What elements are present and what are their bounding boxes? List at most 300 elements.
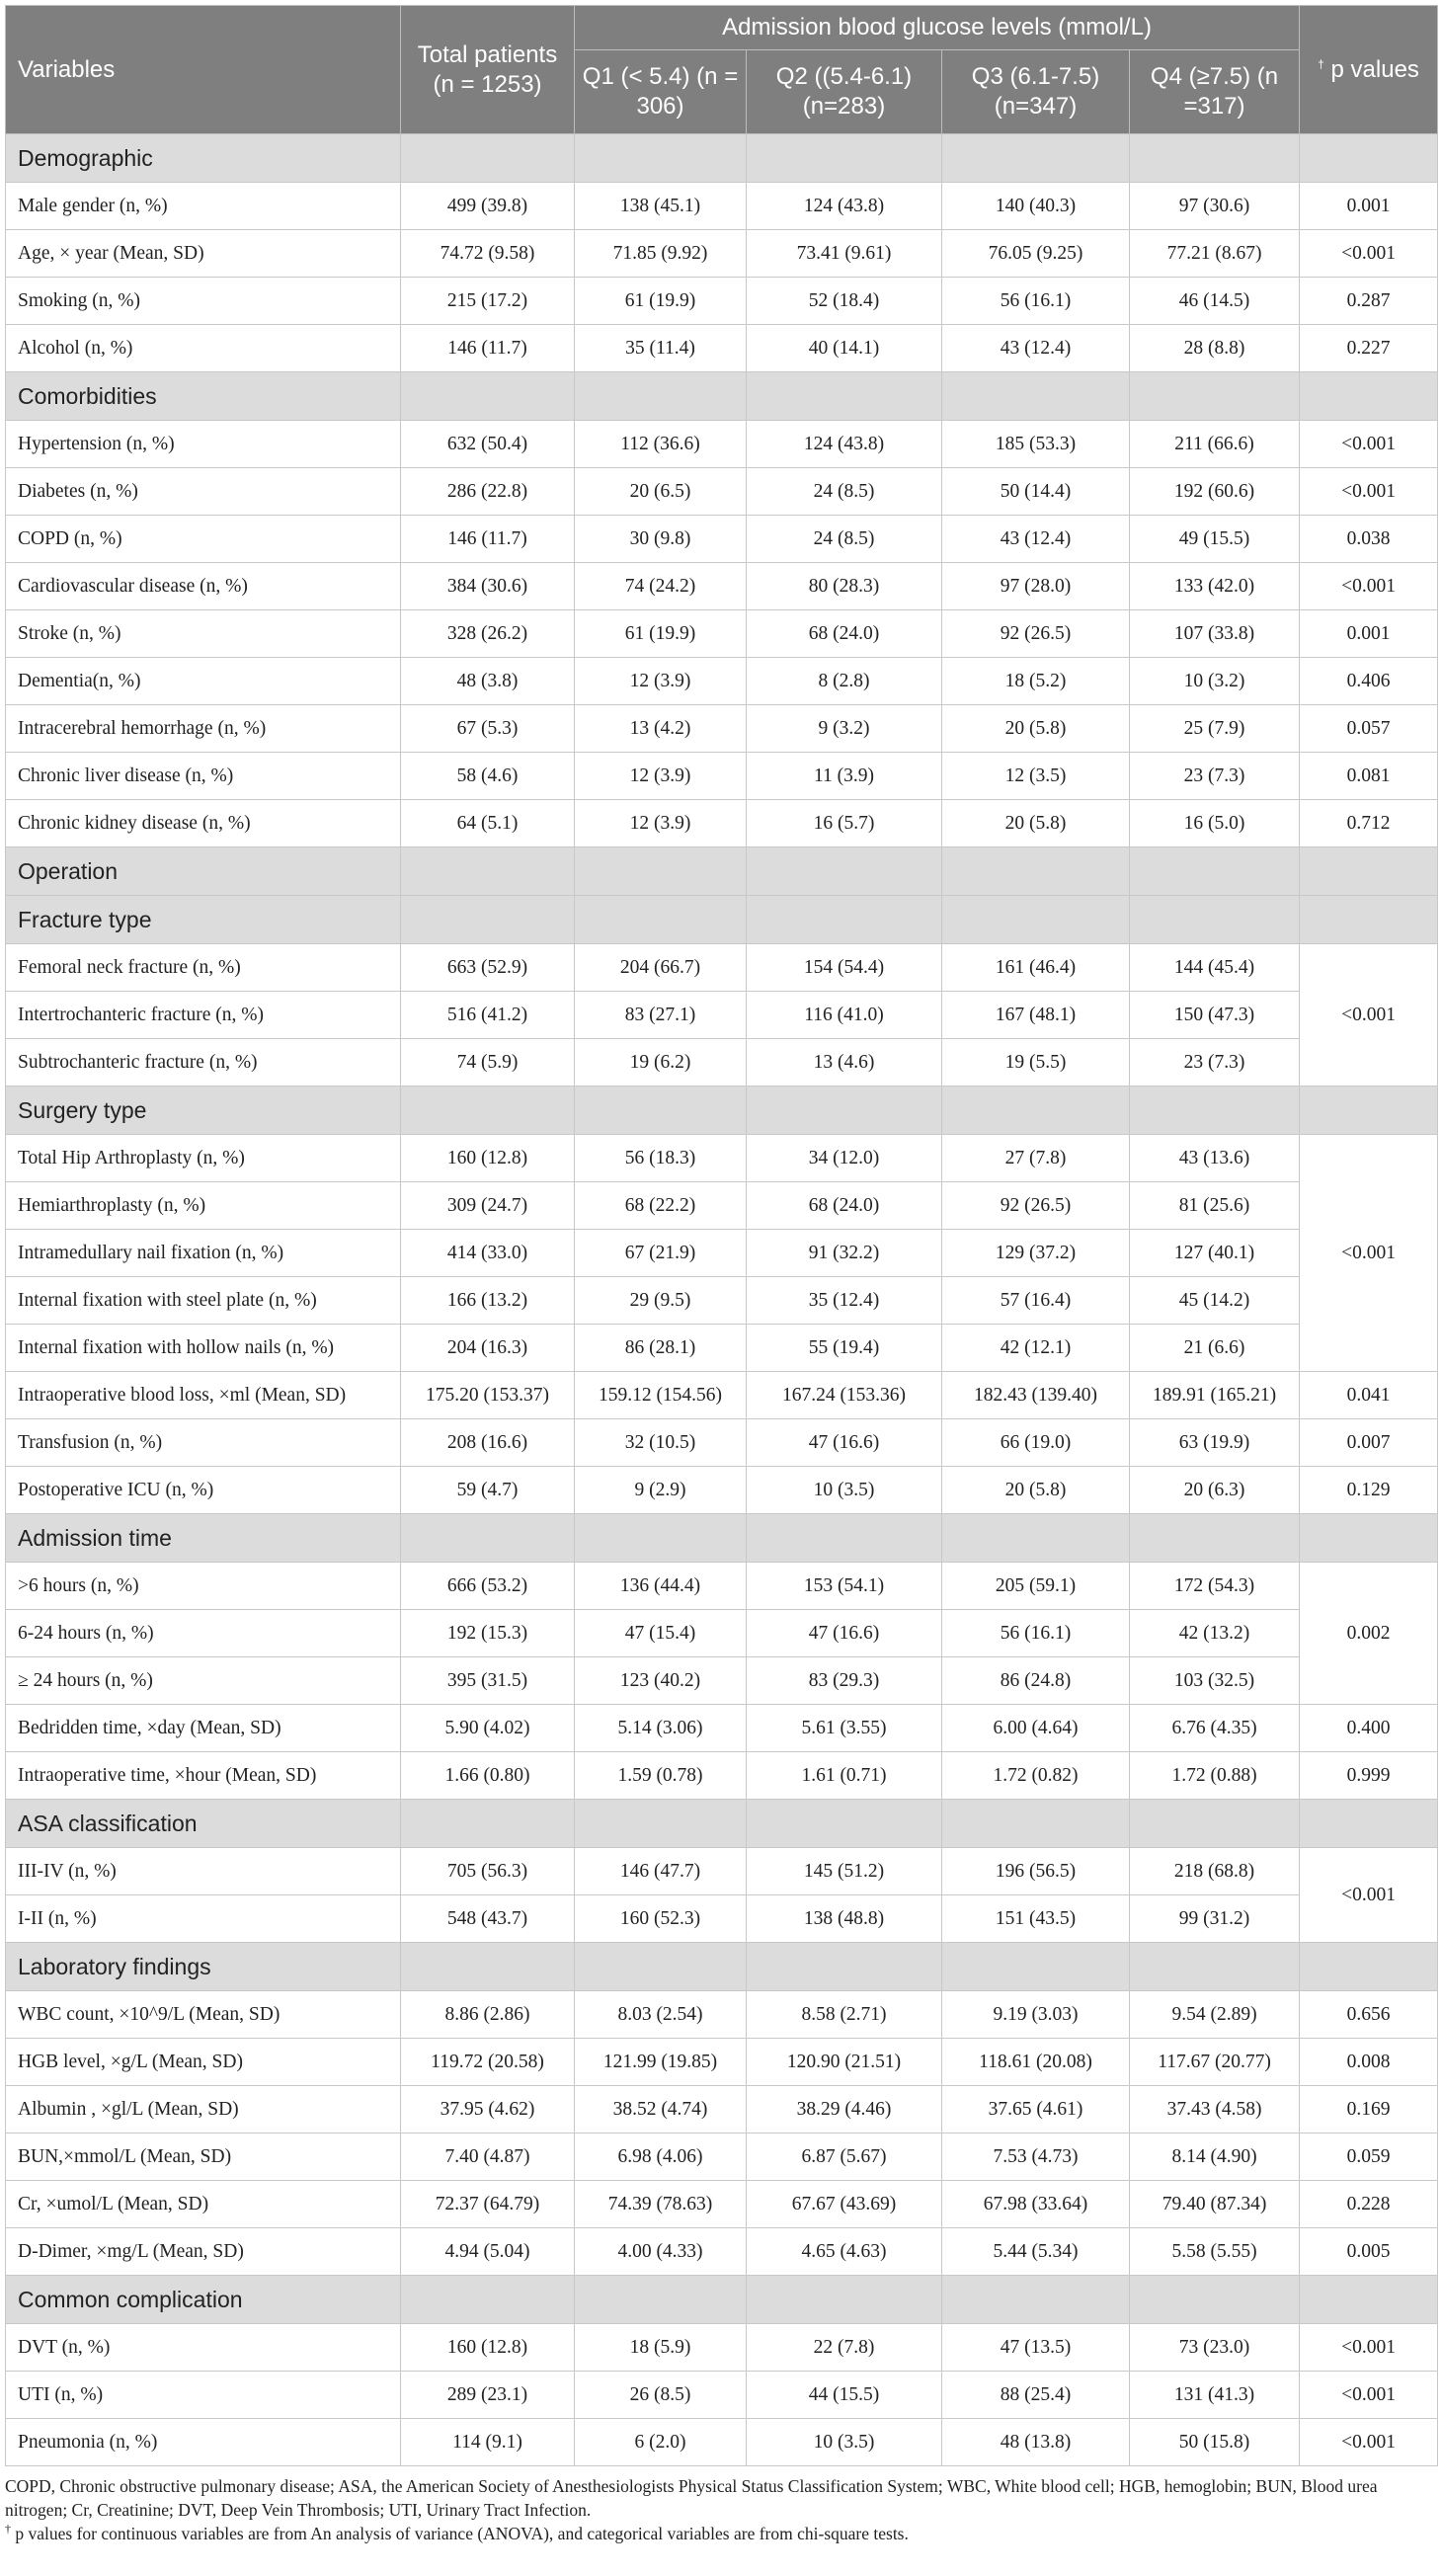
footnote-abbreviations: COPD, Chronic obstructive pulmonary disease; ASA, the American Society of Anesthesiologists Physical Status Classification System; WBC, White blood cell; HGB, hemoglobin; BUN, Blood urea nitrogen; Cr, Creatinine; DVT, Deep Vein Thrombosis; UTI, Urinary Tract Infection. <box>5 2476 1378 2520</box>
row-label: Diabetes (n, %) <box>6 468 401 516</box>
row-value: 43 (13.6) <box>1130 1135 1300 1182</box>
section-empty-cell <box>401 372 575 421</box>
row-value: 37.95 (4.62) <box>401 2086 575 2133</box>
footnote-p-values <box>5 2522 1437 2545</box>
table-row <box>6 2372 1438 2419</box>
section-empty-cell <box>401 134 575 183</box>
row-value: 189.91 (165.21) <box>1130 1372 1300 1419</box>
row-label: Hemiarthroplasty (n, %) <box>6 1182 401 1230</box>
row-value: 1.72 (0.88) <box>1130 1752 1300 1800</box>
section-empty-cell <box>747 2276 942 2324</box>
row-value: 83 (29.3) <box>747 1657 942 1705</box>
row-value: 145 (51.2) <box>747 1848 942 1895</box>
row-label: Stroke (n, %) <box>6 610 401 658</box>
section-title: Comorbidities <box>6 372 401 421</box>
table-row <box>6 1752 1438 1800</box>
row-value: 13 (4.2) <box>575 705 747 753</box>
group-p-value: 0.002 <box>1300 1563 1438 1705</box>
row-value: 25 (7.9) <box>1130 705 1300 753</box>
row-value: 140 (40.3) <box>942 183 1130 230</box>
section-empty-cell <box>575 2276 747 2324</box>
section-empty-cell <box>401 1800 575 1848</box>
row-value: 38.52 (4.74) <box>575 2086 747 2133</box>
row-label: 6-24 hours (n, %) <box>6 1610 401 1657</box>
section-title: Operation <box>6 847 401 896</box>
row-value: 64 (5.1) <box>401 800 575 847</box>
row-label: D-Dimer, ×mg/L (Mean, SD) <box>6 2228 401 2276</box>
row-p-value: 0.406 <box>1300 658 1438 705</box>
row-value: 29 (9.5) <box>575 1277 747 1325</box>
row-label: Intraoperative blood loss, ×ml (Mean, SD) <box>6 1372 401 1419</box>
row-value: 9.19 (3.03) <box>942 1991 1130 2039</box>
section-empty-cell <box>401 896 575 944</box>
table-row <box>6 1039 1438 1087</box>
row-value: 56 (18.3) <box>575 1135 747 1182</box>
table-row <box>6 1657 1438 1705</box>
row-value: 46 (14.5) <box>1130 278 1300 325</box>
row-value: 37.43 (4.58) <box>1130 2086 1300 2133</box>
row-label: Intramedullary nail fixation (n, %) <box>6 1230 401 1277</box>
row-p-value: 0.712 <box>1300 800 1438 847</box>
row-value: 8.03 (2.54) <box>575 1991 747 2039</box>
table-row <box>6 1705 1438 1752</box>
section-empty-cell <box>747 1514 942 1563</box>
table-footnotes <box>5 2474 1437 2545</box>
section-title: Surgery type <box>6 1087 401 1135</box>
row-value: 52 (18.4) <box>747 278 942 325</box>
row-label: III-IV (n, %) <box>6 1848 401 1895</box>
row-p-value: <0.001 <box>1300 2372 1438 2419</box>
row-label: Intraoperative time, ×hour (Mean, SD) <box>6 1752 401 1800</box>
row-value: 4.00 (4.33) <box>575 2228 747 2276</box>
row-value: 124 (43.8) <box>747 183 942 230</box>
row-value: 83 (27.1) <box>575 992 747 1039</box>
section-empty-cell <box>1130 1943 1300 1991</box>
row-value: 23 (7.3) <box>1130 753 1300 800</box>
table-row <box>6 421 1438 468</box>
row-p-value: 0.999 <box>1300 1752 1438 1800</box>
row-value: 92 (26.5) <box>942 610 1130 658</box>
table-row <box>6 1610 1438 1657</box>
row-value: 136 (44.4) <box>575 1563 747 1610</box>
row-value: 211 (66.6) <box>1130 421 1300 468</box>
table-row <box>6 1419 1438 1467</box>
table-row <box>6 2039 1438 2086</box>
row-label: Intracerebral hemorrhage (n, %) <box>6 705 401 753</box>
row-value: 49 (15.5) <box>1130 516 1300 563</box>
section-row <box>6 2276 1438 2324</box>
row-value: 123 (40.2) <box>575 1657 747 1705</box>
row-value: 204 (16.3) <box>401 1325 575 1372</box>
row-value: 67 (21.9) <box>575 1230 747 1277</box>
row-value: 182.43 (139.40) <box>942 1372 1130 1419</box>
row-value: 20 (6.3) <box>1130 1467 1300 1514</box>
row-value: 68 (24.0) <box>747 610 942 658</box>
section-empty-cell <box>1130 134 1300 183</box>
row-value: 548 (43.7) <box>401 1895 575 1943</box>
row-value: 204 (66.7) <box>575 944 747 992</box>
row-value: 516 (41.2) <box>401 992 575 1039</box>
row-value: 167.24 (153.36) <box>747 1372 942 1419</box>
row-value: 37.65 (4.61) <box>942 2086 1130 2133</box>
row-value: 86 (28.1) <box>575 1325 747 1372</box>
section-row <box>6 1087 1438 1135</box>
row-p-value: 0.038 <box>1300 516 1438 563</box>
row-p-value: 0.287 <box>1300 278 1438 325</box>
header-q3: Q3 (6.1-7.5) (n=347) <box>942 50 1130 134</box>
row-value: 153 (54.1) <box>747 1563 942 1610</box>
section-empty-cell <box>942 1800 1130 1848</box>
table-row <box>6 610 1438 658</box>
row-value: 208 (16.6) <box>401 1419 575 1467</box>
table-row <box>6 658 1438 705</box>
row-value: 74 (5.9) <box>401 1039 575 1087</box>
row-value: 705 (56.3) <box>401 1848 575 1895</box>
table-row <box>6 183 1438 230</box>
row-p-value: 0.169 <box>1300 2086 1438 2133</box>
row-label: >6 hours (n, %) <box>6 1563 401 1610</box>
section-empty-cell <box>575 1800 747 1848</box>
row-value: 97 (28.0) <box>942 563 1130 610</box>
section-empty-cell <box>942 372 1130 421</box>
header-q2: Q2 ((5.4-6.1) (n=283) <box>747 50 942 134</box>
row-value: 151 (43.5) <box>942 1895 1130 1943</box>
section-row <box>6 1943 1438 1991</box>
row-value: 74.39 (78.63) <box>575 2181 747 2228</box>
row-label: Hypertension (n, %) <box>6 421 401 468</box>
row-value: 289 (23.1) <box>401 2372 575 2419</box>
row-value: 19 (5.5) <box>942 1039 1130 1087</box>
section-row <box>6 372 1438 421</box>
row-value: 146 (47.7) <box>575 1848 747 1895</box>
row-value: 666 (53.2) <box>401 1563 575 1610</box>
section-row <box>6 896 1438 944</box>
section-empty-cell <box>1300 372 1438 421</box>
row-value: 218 (68.8) <box>1130 1848 1300 1895</box>
row-value: 44 (15.5) <box>747 2372 942 2419</box>
row-value: 12 (3.9) <box>575 800 747 847</box>
row-p-value: 0.001 <box>1300 183 1438 230</box>
row-value: 58 (4.6) <box>401 753 575 800</box>
table-row <box>6 2181 1438 2228</box>
table-row <box>6 230 1438 278</box>
row-value: 20 (5.8) <box>942 705 1130 753</box>
header-q1: Q1 (< 5.4) (n = 306) <box>575 50 747 134</box>
row-value: 34 (12.0) <box>747 1135 942 1182</box>
row-label: Subtrochanteric fracture (n, %) <box>6 1039 401 1087</box>
row-value: 185 (53.3) <box>942 421 1130 468</box>
section-empty-cell <box>1300 1514 1438 1563</box>
table-row <box>6 563 1438 610</box>
table-row <box>6 1848 1438 1895</box>
row-value: 144 (45.4) <box>1130 944 1300 992</box>
row-label: WBC count, ×10^9/L (Mean, SD) <box>6 1991 401 2039</box>
row-value: 43 (12.4) <box>942 325 1130 372</box>
row-value: 79.40 (87.34) <box>1130 2181 1300 2228</box>
row-value: 99 (31.2) <box>1130 1895 1300 1943</box>
section-empty-cell <box>1300 1087 1438 1135</box>
row-value: 215 (17.2) <box>401 278 575 325</box>
row-p-value: <0.001 <box>1300 2419 1438 2466</box>
row-value: 192 (60.6) <box>1130 468 1300 516</box>
row-p-value: 0.081 <box>1300 753 1438 800</box>
table-row <box>6 705 1438 753</box>
section-empty-cell <box>747 1800 942 1848</box>
row-value: 50 (14.4) <box>942 468 1130 516</box>
section-empty-cell <box>1300 1943 1438 1991</box>
row-p-value: 0.057 <box>1300 705 1438 753</box>
row-p-value: <0.001 <box>1300 563 1438 610</box>
row-p-value: 0.005 <box>1300 2228 1438 2276</box>
row-value: 42 (12.1) <box>942 1325 1130 1372</box>
row-value: 286 (22.8) <box>401 468 575 516</box>
row-label: HGB level, ×g/L (Mean, SD) <box>6 2039 401 2086</box>
row-label: COPD (n, %) <box>6 516 401 563</box>
footnote-p-text: p values for continuous variables are from An analysis of variance (ANOVA), and categorical variables are from chi-square tests. <box>11 2524 909 2543</box>
row-value: 499 (39.8) <box>401 183 575 230</box>
row-value: 13 (4.6) <box>747 1039 942 1087</box>
row-value: 77.21 (8.67) <box>1130 230 1300 278</box>
row-value: 116 (41.0) <box>747 992 942 1039</box>
table-row <box>6 2086 1438 2133</box>
section-empty-cell <box>747 372 942 421</box>
row-value: 68 (22.2) <box>575 1182 747 1230</box>
row-value: 328 (26.2) <box>401 610 575 658</box>
row-value: 663 (52.9) <box>401 944 575 992</box>
row-value: 160 (12.8) <box>401 2324 575 2372</box>
baseline-characteristics-table <box>5 5 1438 2466</box>
row-value: 6 (2.0) <box>575 2419 747 2466</box>
row-value: 48 (3.8) <box>401 658 575 705</box>
row-value: 133 (42.0) <box>1130 563 1300 610</box>
row-value: 19 (6.2) <box>575 1039 747 1087</box>
row-p-value: 0.001 <box>1300 610 1438 658</box>
table-container <box>5 5 1437 2545</box>
row-label: Dementia(n, %) <box>6 658 401 705</box>
row-value: 9.54 (2.89) <box>1130 1991 1300 2039</box>
row-value: 4.65 (4.63) <box>747 2228 942 2276</box>
section-empty-cell <box>942 134 1130 183</box>
row-value: 97 (30.6) <box>1130 183 1300 230</box>
row-value: 118.61 (20.08) <box>942 2039 1130 2086</box>
row-value: 205 (59.1) <box>942 1563 1130 1610</box>
table-row <box>6 1325 1438 1372</box>
row-value: 146 (11.7) <box>401 516 575 563</box>
row-p-value: <0.001 <box>1300 2324 1438 2372</box>
row-value: 68 (24.0) <box>747 1182 942 1230</box>
row-p-value: 0.400 <box>1300 1705 1438 1752</box>
row-label: Postoperative ICU (n, %) <box>6 1467 401 1514</box>
table-row <box>6 1563 1438 1610</box>
header-total: Total patients (n = 1253) <box>401 6 575 134</box>
row-value: 61 (19.9) <box>575 278 747 325</box>
row-value: 7.40 (4.87) <box>401 2133 575 2181</box>
row-value: 74.72 (9.58) <box>401 230 575 278</box>
row-value: 27 (7.8) <box>942 1135 1130 1182</box>
row-value: 50 (15.8) <box>1130 2419 1300 2466</box>
row-p-value: 0.059 <box>1300 2133 1438 2181</box>
row-value: 196 (56.5) <box>942 1848 1130 1895</box>
row-value: 67.98 (33.64) <box>942 2181 1130 2228</box>
row-value: 160 (52.3) <box>575 1895 747 1943</box>
section-empty-cell <box>942 2276 1130 2324</box>
section-empty-cell <box>942 1514 1130 1563</box>
section-empty-cell <box>575 847 747 896</box>
row-value: 309 (24.7) <box>401 1182 575 1230</box>
row-p-value: 0.008 <box>1300 2039 1438 2086</box>
row-value: 47 (16.6) <box>747 1419 942 1467</box>
table-body <box>6 134 1438 2466</box>
section-empty-cell <box>747 896 942 944</box>
row-p-value: <0.001 <box>1300 230 1438 278</box>
row-value: 47 (15.4) <box>575 1610 747 1657</box>
row-value: 1.72 (0.82) <box>942 1752 1130 1800</box>
row-value: 80 (28.3) <box>747 563 942 610</box>
row-p-value: 0.228 <box>1300 2181 1438 2228</box>
row-value: 91 (32.2) <box>747 1230 942 1277</box>
table-row <box>6 1230 1438 1277</box>
section-empty-cell <box>942 1087 1130 1135</box>
row-value: 384 (30.6) <box>401 563 575 610</box>
row-value: 6.87 (5.67) <box>747 2133 942 2181</box>
row-value: 10 (3.5) <box>747 1467 942 1514</box>
row-value: 120.90 (21.51) <box>747 2039 942 2086</box>
row-label: Age, × year (Mean, SD) <box>6 230 401 278</box>
row-label: BUN,×mmol/L (Mean, SD) <box>6 2133 401 2181</box>
section-empty-cell <box>1130 1800 1300 1848</box>
row-value: 73 (23.0) <box>1130 2324 1300 2372</box>
row-value: 67.67 (43.69) <box>747 2181 942 2228</box>
table-row <box>6 944 1438 992</box>
section-empty-cell <box>747 1943 942 1991</box>
row-value: 12 (3.9) <box>575 753 747 800</box>
row-value: 76.05 (9.25) <box>942 230 1130 278</box>
row-value: 138 (48.8) <box>747 1895 942 1943</box>
row-value: 8.58 (2.71) <box>747 1991 942 2039</box>
row-value: 16 (5.7) <box>747 800 942 847</box>
table-row <box>6 1182 1438 1230</box>
row-value: 47 (16.6) <box>747 1610 942 1657</box>
row-value: 9 (3.2) <box>747 705 942 753</box>
row-label: Transfusion (n, %) <box>6 1419 401 1467</box>
row-p-value: 0.227 <box>1300 325 1438 372</box>
row-value: 10 (3.2) <box>1130 658 1300 705</box>
section-empty-cell <box>747 1087 942 1135</box>
row-value: 146 (11.7) <box>401 325 575 372</box>
header-p-label: p values <box>1330 55 1419 83</box>
row-value: 63 (19.9) <box>1130 1419 1300 1467</box>
row-value: 107 (33.8) <box>1130 610 1300 658</box>
row-value: 66 (19.0) <box>942 1419 1130 1467</box>
row-value: 24 (8.5) <box>747 468 942 516</box>
row-value: 72.37 (64.79) <box>401 2181 575 2228</box>
table-row <box>6 516 1438 563</box>
row-value: 48 (13.8) <box>942 2419 1130 2466</box>
row-value: 175.20 (153.37) <box>401 1372 575 1419</box>
row-value: 121.99 (19.85) <box>575 2039 747 2086</box>
table-row <box>6 1372 1438 1419</box>
row-value: 192 (15.3) <box>401 1610 575 1657</box>
table-row <box>6 753 1438 800</box>
row-value: 161 (46.4) <box>942 944 1130 992</box>
row-p-value: <0.001 <box>1300 421 1438 468</box>
row-label: Bedridden time, ×day (Mean, SD) <box>6 1705 401 1752</box>
row-label: Femoral neck fracture (n, %) <box>6 944 401 992</box>
row-value: 12 (3.9) <box>575 658 747 705</box>
row-label: Internal fixation with hollow nails (n, %) <box>6 1325 401 1372</box>
row-label: UTI (n, %) <box>6 2372 401 2419</box>
section-empty-cell <box>401 1943 575 1991</box>
row-value: 5.14 (3.06) <box>575 1705 747 1752</box>
row-label: Cr, ×umol/L (Mean, SD) <box>6 2181 401 2228</box>
row-value: 159.12 (154.56) <box>575 1372 747 1419</box>
section-row <box>6 1514 1438 1563</box>
table-row <box>6 1895 1438 1943</box>
row-value: 88 (25.4) <box>942 2372 1130 2419</box>
section-empty-cell <box>1300 847 1438 896</box>
section-empty-cell <box>401 1087 575 1135</box>
section-empty-cell <box>942 847 1130 896</box>
row-label: DVT (n, %) <box>6 2324 401 2372</box>
group-p-value: <0.001 <box>1300 1135 1438 1372</box>
section-empty-cell <box>747 134 942 183</box>
table-header <box>6 6 1438 134</box>
section-empty-cell <box>1300 2276 1438 2324</box>
section-empty-cell <box>401 1514 575 1563</box>
section-empty-cell <box>942 896 1130 944</box>
section-row <box>6 1800 1438 1848</box>
row-value: 8.14 (4.90) <box>1130 2133 1300 2181</box>
row-p-value: <0.001 <box>1300 468 1438 516</box>
row-value: 74 (24.2) <box>575 563 747 610</box>
row-value: 103 (32.5) <box>1130 1657 1300 1705</box>
row-value: 5.44 (5.34) <box>942 2228 1130 2276</box>
row-label: Albumin , ×gl/L (Mean, SD) <box>6 2086 401 2133</box>
section-empty-cell <box>1130 2276 1300 2324</box>
section-empty-cell <box>575 134 747 183</box>
header-q4: Q4 (≥7.5) (n =317) <box>1130 50 1300 134</box>
row-value: 47 (13.5) <box>942 2324 1130 2372</box>
row-value: 20 (5.8) <box>942 800 1130 847</box>
section-empty-cell <box>1300 1800 1438 1848</box>
row-value: 124 (43.8) <box>747 421 942 468</box>
section-title: Fracture type <box>6 896 401 944</box>
section-empty-cell <box>942 1943 1130 1991</box>
footnote-dagger: † <box>5 2522 11 2536</box>
row-value: 395 (31.5) <box>401 1657 575 1705</box>
row-value: 5.58 (5.55) <box>1130 2228 1300 2276</box>
row-value: 1.61 (0.71) <box>747 1752 942 1800</box>
row-value: 20 (6.5) <box>575 468 747 516</box>
row-label: Internal fixation with steel plate (n, %) <box>6 1277 401 1325</box>
row-value: 1.59 (0.78) <box>575 1752 747 1800</box>
row-value: 73.41 (9.61) <box>747 230 942 278</box>
row-value: 56 (16.1) <box>942 278 1130 325</box>
row-value: 131 (41.3) <box>1130 2372 1300 2419</box>
table-row <box>6 2324 1438 2372</box>
section-empty-cell <box>747 847 942 896</box>
table-row <box>6 992 1438 1039</box>
row-p-value: 0.656 <box>1300 1991 1438 2039</box>
row-value: 40 (14.1) <box>747 325 942 372</box>
row-value: 8.86 (2.86) <box>401 1991 575 2039</box>
row-value: 114 (9.1) <box>401 2419 575 2466</box>
section-empty-cell <box>1130 896 1300 944</box>
row-label: Total Hip Arthroplasty (n, %) <box>6 1135 401 1182</box>
row-value: 21 (6.6) <box>1130 1325 1300 1372</box>
row-value: 23 (7.3) <box>1130 1039 1300 1087</box>
row-label: Intertrochanteric fracture (n, %) <box>6 992 401 1039</box>
